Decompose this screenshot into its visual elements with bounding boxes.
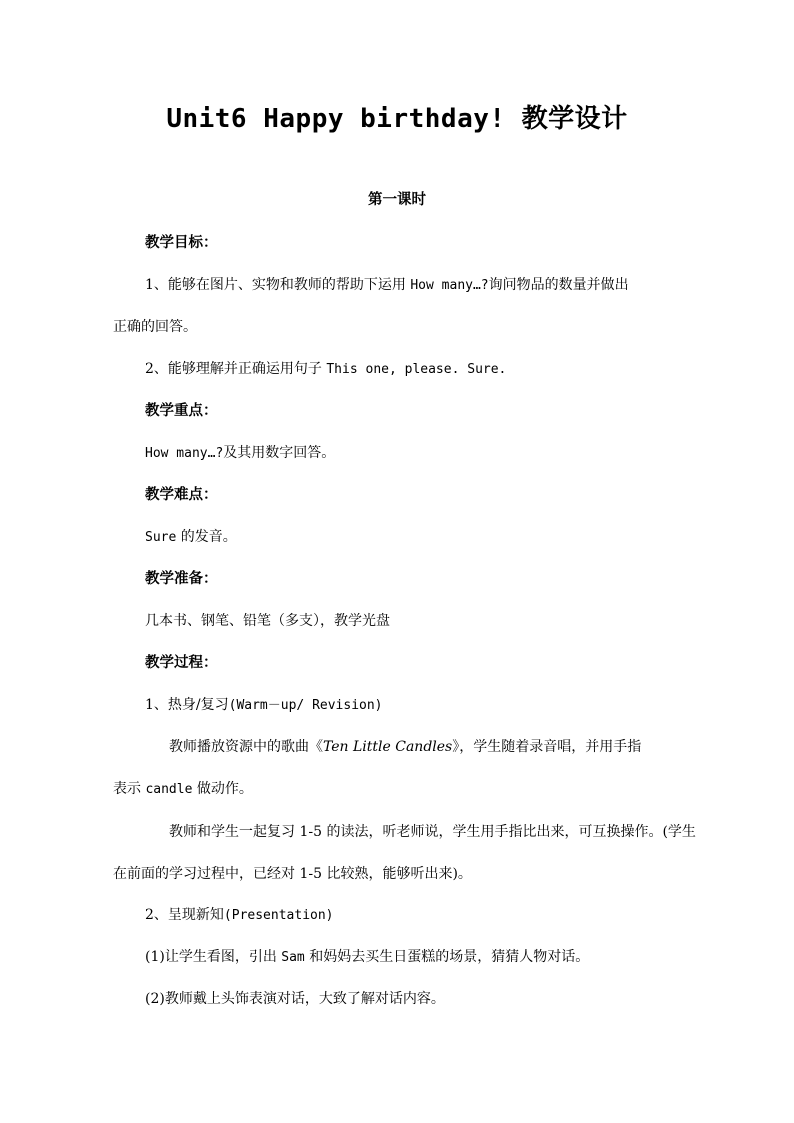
step-2-heading [145,905,334,926]
step-1-paragraph-1-line-2 [113,779,253,800]
difficulty-code: Sure [145,530,177,545]
step-1-p1-text-d: 做动作。 [192,781,253,797]
lesson-label: 第一课时 [368,192,426,208]
step-1-paragraph-1-line-1 [169,737,641,757]
goal-1-line [145,275,629,296]
goal-2-line [145,359,506,380]
goal-1-text-a: 1、能够在图片、实物和教师的帮助下运用 [145,277,411,293]
step-1-p1-code: candle [145,782,193,797]
goal-1-text-b: 询问物品的数量并做出 [488,277,629,293]
difficulty-heading: 教学难点： [145,487,218,503]
key-points-line [145,443,335,464]
step-2-item-1-code: Sam [281,950,305,965]
step-1-label: 1、热身/复习 [145,697,229,713]
goal-1-code: How many…? [410,278,489,293]
step-1-p1-text-a: 教师播放资源中的歌曲《 [169,739,323,755]
difficulty-text: 的发音。 [176,529,237,545]
goal-1-continuation: 正确的回答。 [113,319,197,335]
process-heading: 教学过程： [145,655,218,671]
key-points-text: 及其用数字回答。 [223,445,336,461]
key-points-heading: 教学重点： [145,403,218,419]
step-2-item-1 [145,947,589,968]
step-2-item-1-text-b: 和妈妈去买生日蛋糕的场景，猜猜人物对话。 [304,949,590,965]
goal-2-code: This one, please. Sure. [326,362,507,377]
step-2-item-1-text-a: (1)让学生看图，引出 [145,949,282,965]
goal-2-text: 2、能够理解并正确运用句子 [145,361,327,377]
preparation-heading: 教学准备： [145,571,218,587]
preparation-text: 几本书、钢笔、铅笔（多支），教学光盘 [145,613,390,629]
step-1-p1-text-b: 》，学生随着录音唱，并用手指 [452,739,642,755]
step-1-code: (Warm－up/ Revision) [228,698,383,713]
step-2-item-2: (2)教师戴上头饰表演对话，大致了解对话内容。 [145,991,445,1007]
step-1-p1-text-c: 表示 [113,781,146,797]
step-2-code: (Presentation) [223,908,334,923]
step-1-heading [145,695,383,716]
document-title: Unit6 Happy birthday! 教学设计 [166,104,628,134]
key-points-code: How many…? [145,446,224,461]
step-2-label: 2、呈现新知 [145,907,224,923]
difficulty-line [145,527,237,548]
song-title: Ten Little Candles [323,739,453,755]
step-1-paragraph-2: 教师和学生一起复习 1-5 的读法，听老师说，学生用手指比出来，可互换操作。(学生在前面的学习过程中，已经对 1-5 比较熟，能够听出来)。 [113,824,696,882]
goals-heading: 教学目标： [145,235,218,251]
